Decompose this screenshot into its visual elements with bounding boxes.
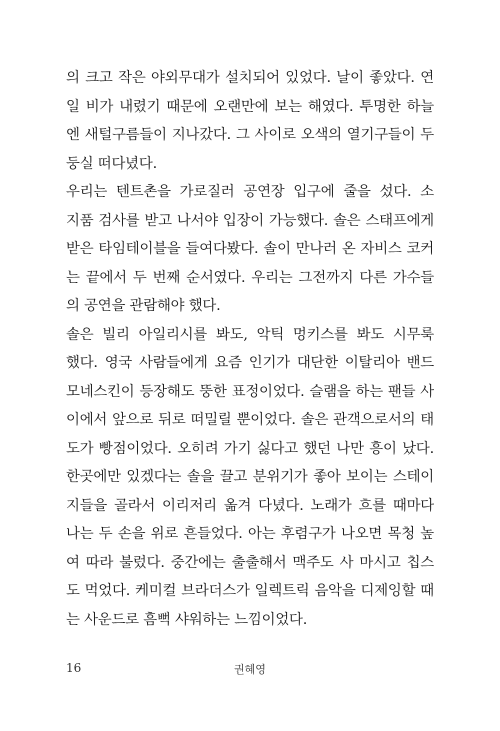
running-footer-author: 권혜영: [234, 663, 266, 676]
text-line: 는 사운드로 흠뻑 샤워하는 느낌이었다.: [66, 611, 308, 628]
text-line: 지품 검사를 받고 나서야 입장이 가능했다. 솔은 스태프에게: [66, 212, 434, 229]
text-line: 나는 두 손을 위로 흔들었다. 아는 후렴구가 나오면 목청 높: [66, 526, 434, 542]
text-line: 는 끝에서 두 번째 순서였다. 우리는 그전까지 다른 가수들: [66, 269, 434, 286]
text-line: 한곳에만 있겠다는 솔을 끌고 분위기가 좋아 보이는 스테이: [66, 469, 434, 485]
text-line: 의 크고 작은 야외무대가 설치되어 있었다. 날이 좋았다. 연: [66, 70, 434, 86]
page-number: 16: [66, 661, 82, 675]
body-text: [66, 64, 434, 634]
text-line: 지들을 골라서 이리저리 옮겨 다녔다. 노래가 흐를 때마다: [66, 497, 434, 514]
text-line: 엔 새털구름들이 지나갔다. 그 사이로 오색의 열기구들이 두: [66, 127, 434, 143]
text-line: 솔은 빌리 아일리시를 봐도, 악틱 멍키스를 봐도 시무룩: [66, 326, 434, 343]
text-line: 받은 타임테이블을 들여다봤다. 솔이 만나러 온 자비스 코커: [66, 241, 434, 257]
text-line: 일 비가 내렸기 때문에 오랜만에 보는 해였다. 투명한 하늘: [66, 98, 434, 115]
text-line: 했다. 영국 사람들에게 요즘 인기가 대단한 이탈리아 밴드: [66, 355, 434, 371]
text-line: 모네스킨이 등장해도 뚱한 표정이었다. 슬램을 하는 팬들 사: [66, 383, 434, 400]
text-line: 둥실 떠다녔다.: [66, 155, 157, 172]
text-line: 우리는 텐트촌을 가로질러 공연장 입구에 줄을 섰다. 소: [66, 184, 434, 200]
text-line: 의 공연을 관람해야 했다.: [66, 298, 221, 314]
text-line: 여 따라 불렀다. 중간에는 출출해서 맥주도 사 마시고 칩스: [66, 554, 434, 571]
text-line: 이에서 앞으로 뒤로 떠밀릴 뿐이었다. 솔은 관객으로서의 태: [66, 412, 434, 428]
text-line: 도가 빵점이었다. 오히려 가기 싫다고 했던 나만 흥이 났다.: [66, 440, 434, 457]
text-line: 도 먹었다. 케미컬 브라더스가 일렉트릭 음악을 디제잉할 때: [66, 583, 434, 599]
